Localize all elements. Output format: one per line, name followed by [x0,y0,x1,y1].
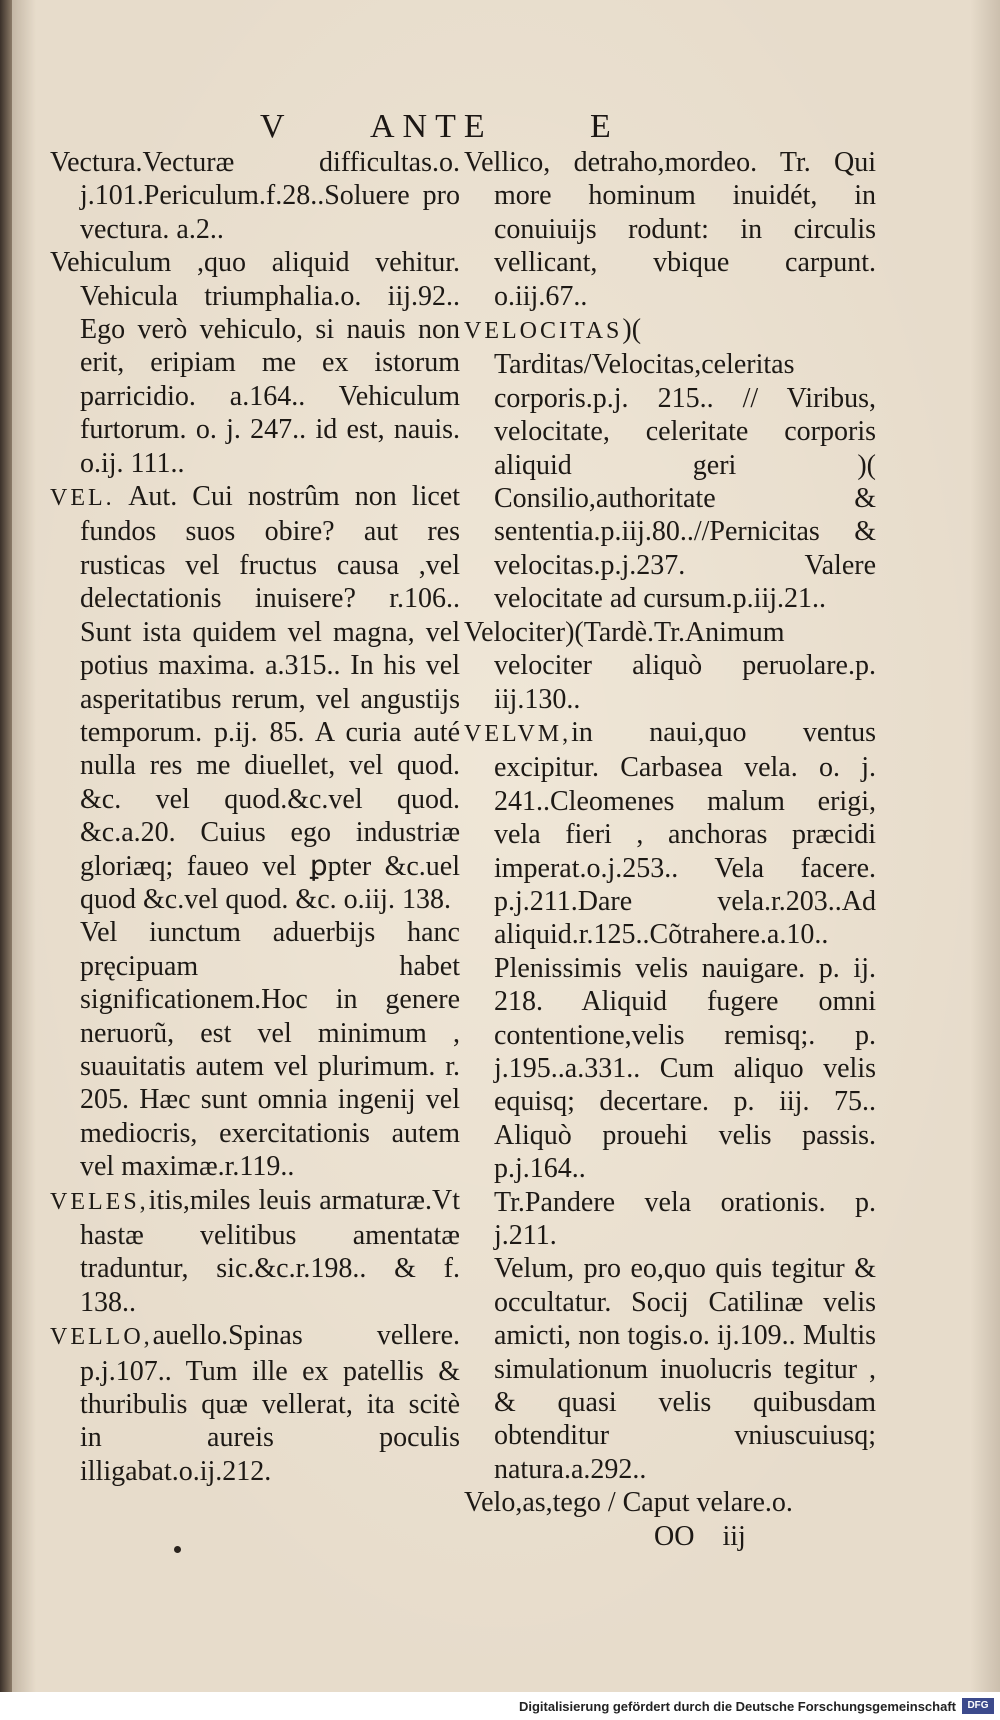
dictionary-entry: VELVM,in naui,quo ventus excipitur. Carbasea vela. o. j. 241..Cleomenes malum erigi, vela fieri , anchoras præcidi imperat.o.j.253.. Vela facere. p.j.211.Dare vela.r.203..Ad aliquid.r.125..Cõtrahere.a.10.. Plenissimis velis nauigare. p. ij. 218. Aliquid fugere omni contentione,velis remisq;. p. j.195..a.331.. Cum aliquo velis equisq; decertare. p. iij. 75.. Aliquò prouehi velis passis. p.j.164.. [464,716,876,1185]
running-head-left: V [260,108,287,145]
dictionary-entry: VELES,itis,miles leuis armaturæ.Vt hastæ velitibus amentatæ traduntur, sic.&c.r.198.. & f. 138.. [50,1184,460,1318]
ink-spot [174,1546,181,1553]
dictionary-entry: Vehiculum ,quo aliquid vehitur. Vehicula triumphalia.o. iij.92.. Ego verò vehiculo, si nauis non erit, eripiam me ex istorum parricidio. a.164.. Vehiculum furtorum. o. j. 247.. id est, nauis. o.ij. 111.. [50,247,460,479]
dictionary-entry: Vellico, detraho,mordeo. Tr. Qui more hominum inuidét, in conuiuijs rodunt: in circulis vellicant, vbique carpunt. o.iij.67.. [464,147,876,312]
headword: VELES, [50,1188,149,1215]
signature-mark: OO [654,1520,695,1552]
right-column [464,146,876,1553]
footer-credit: Digitalisierung gefördert durch die Deutsche Forschungsgemeinschaft [518,1699,956,1714]
dictionary-entry: Tr.Pandere vela orationis. p. j.211. [494,1186,876,1251]
catchword: iij [722,1520,746,1552]
digitization-footer [0,1692,1000,1720]
dictionary-entry: Velum, pro eo,quo quis tegitur & occultatur. Socij Catilinæ velis amicti, non togis.o. ij.109.. Multis simulationum inuolucris tegitur , & quasi velis quibusdam obtenditur vniuscuiusq; natura.a.292.. [494,1253,876,1485]
page-gutter [0,0,12,1692]
dictionary-entry: VELLO,auello.Spinas vellere. p.j.107.. Tum ille ex patellis & thuribulis quæ vellerat, ita scitè in aureis poculis illigabat.o.ij.212. [50,1320,460,1487]
headword: VELVM, [464,720,572,747]
dictionary-entry: Vectura.Vecturæ difficultas.o. j.101.Periculum.f.28..Soluere pro vectura. a.2.. [50,147,460,245]
running-head-right: E [590,108,613,145]
running-head [260,108,680,148]
dfg-logo: DFG [962,1698,994,1714]
left-column [50,146,460,1488]
headword: VEL. [50,485,115,512]
catchword-line [464,1520,876,1553]
dictionary-entry: Velociter)(Tardè.Tr.Animum velociter aliquò peruolare.p. iij.130.. [464,616,876,715]
running-head-center: ANTE [370,108,493,145]
dictionary-entry: VELOCITAS)( Tarditas/Velocitas,celeritas corporis.p.j. 215.. // Viribus, velocitate, celeritate corporis aliquid geri )( Consilio,authoritate & sententia.p.iij.80..//Pernicitas & velocitas.p.j.237. Valere velocitate ad cursum.p.iij.21.. [464,314,876,615]
dictionary-entry: VEL. Aut. Cui nostrûm non licet fundos suos obire? aut res rusticas vel fructus causa ,vel delectationis inuisere? r.106.. Sunt ista quidem vel magna, vel potius maxima. a.315.. In his vel asperitatibus rerum, vel angustijs temporum. p.ij. 85. A curia auté nulla res me diuellet, vel quod. &c. vel quod.&c.vel quod. &c.a.20. Cuius ego industriæ gloriæq; faueo vel ꝑpter &c.uel quod &c.vel quod. &c. o.iij. 138. [50,481,460,915]
dictionary-entry: Velo,as,tego / Caput velare.o. [464,1487,793,1519]
headword: VELLO, [50,1324,153,1351]
dictionary-entry: Vel iunctum aduerbijs hanc pręcipuam habet significationem.Hoc in genere neruorũ, est vel minimum , suauitatis autem vel plurimum. r. 205. Hæc sunt omnia ingenij vel mediocris, exercitationis autem vel maximæ.r.119.. [80,917,460,1183]
headword: VELOCITAS [464,318,623,345]
